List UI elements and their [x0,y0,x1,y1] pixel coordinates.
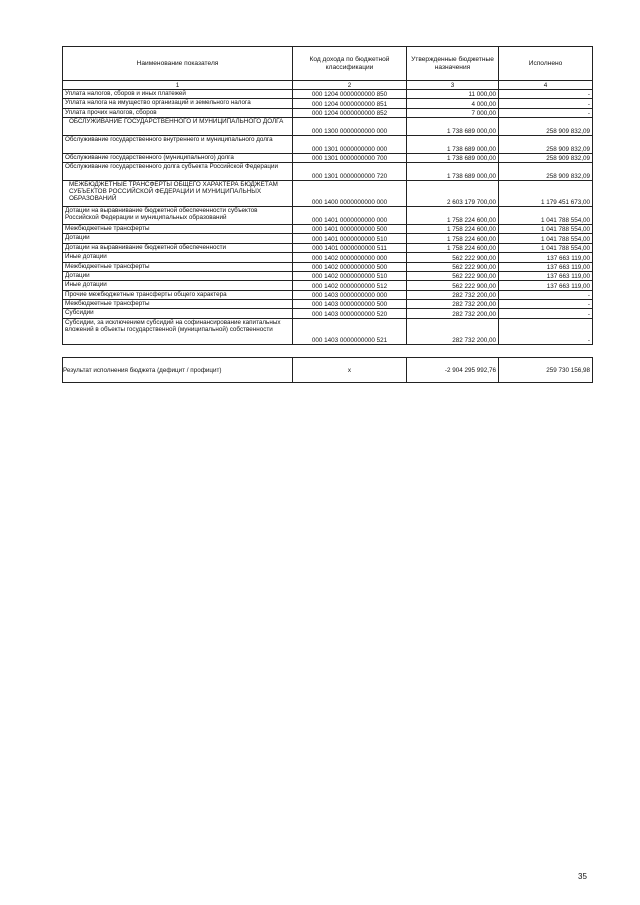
row-name: ОБСЛУЖИВАНИЕ ГОСУДАРСТВЕННОГО И МУНИЦИПАЛЬНОГО ДОЛГА [63,118,293,136]
column-number: 1 [63,81,293,90]
row-name: Субсидии, за исключением субсидий на софинансирование капитальных вложений в объекты государственной (муниципальной) собственности [63,318,293,344]
row-code: 000 1204 0000000000 850 [293,90,407,99]
row-approved: 2 603 179 700,00 [407,180,499,206]
table-row [63,163,593,181]
row-code: 000 1300 0000000000 000 [293,118,407,136]
row-approved: 562 222 900,00 [407,253,499,262]
header-name: Наименование показателя [63,47,293,81]
row-executed: 137 663 119,00 [499,281,593,290]
row-name: Дотации [63,271,293,280]
row-executed: - [499,90,593,99]
row-executed: 1 041 788 554,00 [499,224,593,233]
row-executed: 137 663 119,00 [499,262,593,271]
page-number: 35 [578,872,587,881]
row-approved: 7 000,00 [407,108,499,117]
column-number: 4 [499,81,593,90]
row-approved: 282 732 200,00 [407,318,499,344]
row-approved: 282 732 200,00 [407,300,499,309]
row-name: Межбюджетные трансферты [63,300,293,309]
table-row [63,253,593,262]
header-approved: Утвержденные бюджетные назначения [407,47,499,81]
result-row [63,358,593,383]
result-code: x [293,358,407,383]
row-name: Прочие межбюджетные трансферты общего характера [63,290,293,299]
spacer-cell [407,345,499,358]
table-header-row [63,47,593,81]
row-executed: 1 041 788 554,00 [499,243,593,252]
row-approved: 11 000,00 [407,90,499,99]
table-row [63,281,593,290]
row-name: Иные дотации [63,281,293,290]
row-executed: - [499,290,593,299]
row-name: Дотации на выравнивание бюджетной обеспеченности субъектов Российской Федерации и муниципальных образований [63,207,293,225]
row-executed: - [499,108,593,117]
row-executed: 1 179 451 673,00 [499,180,593,206]
row-name: МЕЖБЮДЖЕТНЫЕ ТРАНСФЕРТЫ ОБЩЕГО ХАРАКТЕРА БЮДЖЕТАМ СУБЪЕКТОВ РОССИЙСКОЙ ФЕДЕРАЦИИ И МУНИЦИПАЛЬНЫХ ОБРАЗОВАНИЙ [63,180,293,206]
row-code: 000 1301 0000000000 700 [293,153,407,162]
row-executed: 258 909 832,09 [499,118,593,136]
row-name: Иные дотации [63,253,293,262]
spacer-cell [499,345,593,358]
row-code: 000 1403 0000000000 500 [293,300,407,309]
row-code: 000 1402 0000000000 510 [293,271,407,280]
table-row [63,153,593,162]
row-name: Дотации на выравнивание бюджетной обеспеченности [63,243,293,252]
row-name: Уплата налога на имущество организаций и земельного налога [63,99,293,108]
row-executed: - [499,300,593,309]
column-number: 3 [407,81,499,90]
row-name: Межбюджетные трансферты [63,262,293,271]
table-row [63,300,593,309]
row-executed: - [499,309,593,318]
row-approved: 1 758 224 600,00 [407,234,499,243]
row-code: 000 1204 0000000000 851 [293,99,407,108]
row-executed: 1 041 788 554,00 [499,207,593,225]
row-approved: 1 758 224 600,00 [407,207,499,225]
row-approved: 282 732 200,00 [407,290,499,299]
column-number: 2 [293,81,407,90]
row-approved: 1 758 224 600,00 [407,243,499,252]
row-code: 000 1402 0000000000 512 [293,281,407,290]
row-name: Обслуживание государственного долга субъекта Российской Федерации [63,163,293,181]
header-executed: Исполнено [499,47,593,81]
row-approved: 1 738 689 000,00 [407,118,499,136]
table-row [63,243,593,252]
row-name: Уплата налогов, сборов и иных платежей [63,90,293,99]
table-row [63,118,593,136]
result-name: Результат исполнения бюджета (дефицит / профицит) [63,358,293,383]
table-row [63,180,593,206]
table-row [63,135,593,153]
row-code: 000 1403 0000000000 521 [293,318,407,344]
row-code: 000 1402 0000000000 000 [293,253,407,262]
row-code: 000 1401 0000000000 500 [293,224,407,233]
spacer-row [63,345,593,358]
row-executed: 1 041 788 554,00 [499,234,593,243]
row-code: 000 1204 0000000000 852 [293,108,407,117]
table-row [63,99,593,108]
table-row [63,271,593,280]
row-executed: 137 663 119,00 [499,271,593,280]
row-name: Обслуживание государственного (муниципального) долга [63,153,293,162]
row-approved: 1 738 689 000,00 [407,153,499,162]
row-executed: 258 909 832,09 [499,135,593,153]
header-code: Код дохода по бюджетной классификации [293,47,407,81]
row-name: Уплата прочих налогов, сборов [63,108,293,117]
row-approved: 1 758 224 600,00 [407,224,499,233]
row-name: Дотации [63,234,293,243]
table-row [63,207,593,225]
row-approved: 4 000,00 [407,99,499,108]
table-body [63,90,593,345]
row-executed: 137 663 119,00 [499,253,593,262]
row-executed: - [499,318,593,344]
budget-execution-table [62,46,593,383]
row-executed: 258 909 832,09 [499,153,593,162]
row-code: 000 1401 0000000000 000 [293,207,407,225]
row-approved: 562 222 900,00 [407,271,499,280]
table-row [63,309,593,318]
row-code: 000 1402 0000000000 500 [293,262,407,271]
row-code: 000 1301 0000000000 000 [293,135,407,153]
row-code: 000 1401 0000000000 511 [293,243,407,252]
row-approved: 562 222 900,00 [407,281,499,290]
table-row [63,262,593,271]
table-row [63,224,593,233]
row-name: Межбюджетные трансферты [63,224,293,233]
row-approved: 1 738 689 000,00 [407,135,499,153]
table-row [63,318,593,344]
row-code: 000 1403 0000000000 520 [293,309,407,318]
row-code: 000 1401 0000000000 510 [293,234,407,243]
row-code: 000 1403 0000000000 000 [293,290,407,299]
row-executed: 258 909 832,09 [499,163,593,181]
table-row [63,108,593,117]
result-executed: 259 730 156,98 [499,358,593,383]
row-name: Субсидии [63,309,293,318]
row-approved: 562 222 900,00 [407,262,499,271]
result-approved: -2 904 295 992,76 [407,358,499,383]
spacer-cell [293,345,407,358]
spacer-cell [63,345,293,358]
column-number-row [63,81,593,90]
row-code: 000 1301 0000000000 720 [293,163,407,181]
table-row [63,234,593,243]
table-row [63,290,593,299]
row-code: 000 1400 0000000000 000 [293,180,407,206]
row-approved: 282 732 200,00 [407,309,499,318]
table-row [63,90,593,99]
row-name: Обслуживание государственного внутреннего и муниципального долга [63,135,293,153]
row-approved: 1 738 689 000,00 [407,163,499,181]
row-executed: - [499,99,593,108]
